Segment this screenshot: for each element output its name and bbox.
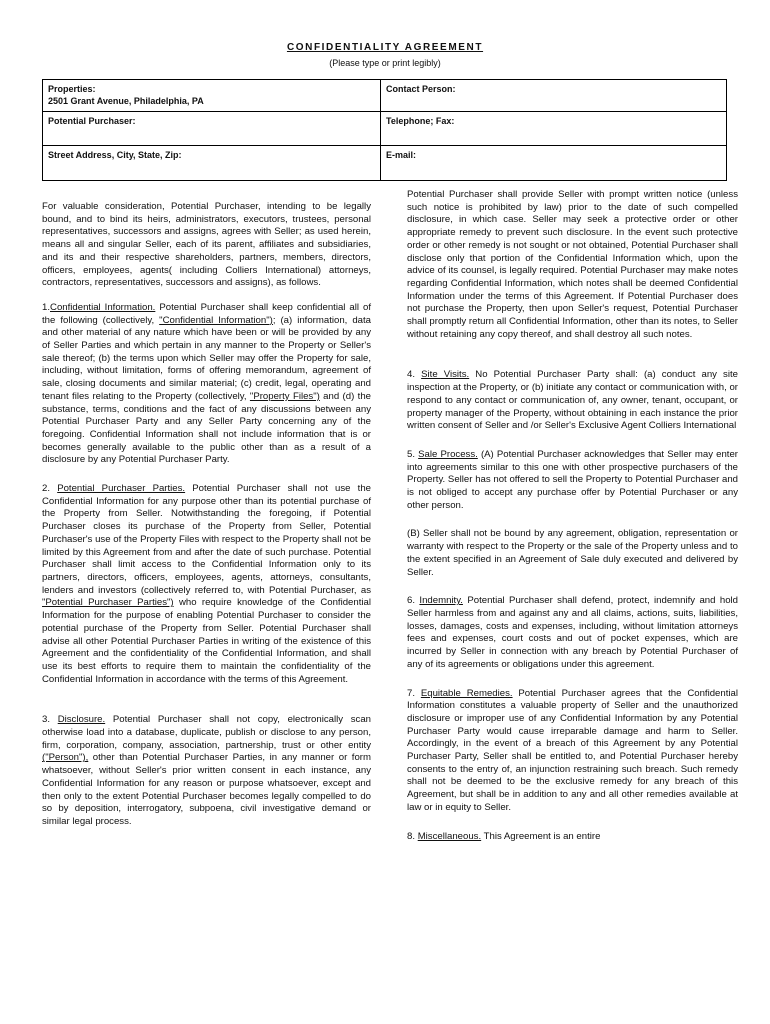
section-2-heading: Potential Purchaser Parties.: [57, 483, 186, 495]
section-5b: (B) Seller shall not be bound by any agreement, obligation, representation or warranty with respect to the Property or the sale of the Property unless and to the extent specified in an Agreement of Sale duly executed and delivered by Seller.: [407, 528, 738, 578]
potential-purchaser-cell[interactable]: [43, 112, 381, 146]
contact-person-cell[interactable]: [381, 80, 727, 112]
section-5-heading: Sale Process.: [418, 448, 478, 460]
section-6-heading: Indemnity.: [419, 595, 463, 607]
section-8-heading: Miscellaneous.: [417, 830, 482, 842]
telephone-fax-cell[interactable]: [381, 112, 727, 146]
section-8: 8. Miscellaneous. This Agreement is an entire: [407, 830, 601, 842]
street-address-cell[interactable]: [43, 146, 381, 181]
section-4: 4. Site Visits. No Potential Purchaser Party shall: (a) conduct any site inspection at the Property, or (b) initiate any contact or communication with, or respond to any contact or communication of, any owner, tenant, occupant, or property manager of the Property, without obtaining in each instance the prior written consent of Seller and /or Seller's Exclusive Agent Colliers International: [407, 369, 738, 432]
telephone-fax-label: Telephone; Fax:: [386, 116, 455, 126]
info-form-table: [42, 79, 727, 181]
email-cell[interactable]: [381, 146, 727, 181]
street-address-label: Street Address, City, State, Zip:: [48, 150, 182, 160]
section-1-heading: Confidential Information.: [50, 301, 156, 313]
section-2: 2. Potential Purchaser Parties. Potential Purchaser shall not use the Confidential Information for any purpose other than its potential purchase of the Property from Seller. Notwithstanding the foregoing, if Potential Purchaser closes its purchase of the Property from Seller, Potential Purchaser's use of the Property Files with respect to the Property shall not be limited by this Agreement from and after the date of such purchase. Potential Purchaser shall limit access to the Confidential Information only to its partners, directors, officers, employees, agents, attorneys, consultants, lenders and investors (collectively referred to, with Potential Purchaser, as "Potential Purchaser Parties") who require knowledge of the Confidential Information for the purpose of enabling Potential Purchaser to consider the potential purchase of the Property from Seller. Potential Purchaser shall advise all other Potential Purchaser Parties in writing of the existence of this Agreement and the confidentiality of the Confidential Information, and shall use its best efforts to require them to maintain the confidentiality of the Confidential Information in accordance with the terms of this Agreement.: [42, 483, 371, 685]
intro-paragraph: For valuable consideration, Potential Purchaser, intending to be legally bound, and to bind its heirs, administrators, executors, trustees, personal representatives, successors and assigns, agrees with Seller; as used herein, means all and singular Seller, each of its parent, affiliates and subsidiaries, and its and their respective shareholders, partners, members, directors, officers, employees, agents( including Colliers International) attorneys, contractors, representatives, successors and assigns), as follows.: [42, 201, 371, 289]
section-1: 1.Confidential Information. Potential Purchaser shall keep confidential all of the following (collectively, "Confidential Information"); (a) information, data and other material of any nature which have been or will be provided by any of Seller Parties and which pertain in any manner to the Property or Seller's sale thereof; (b) the terms upon which Seller may offer the Property for sale, including, without limitation, forms of offering memorandum, agreement of sale, closing documents and similar material; (c) credit, legal, operating and tenant files relating to the Property (collectively, "Property Files") and (d) the substance, terms, conditions and the fact of any discussions between any Potential Purchaser Party and any Seller Party concerning any of the foregoing. Confidential Information shall not include information that is or becomes generally available to the public other than as a result of a disclosure by any Potential Purchaser Party.: [42, 301, 372, 466]
document-subtitle: (Please type or print legibly): [329, 58, 441, 68]
contact-person-label: Contact Person:: [386, 84, 456, 94]
section-6: 6. Indemnity. Potential Purchaser shall defend, protect, indemnify and hold Seller harmless from and against any and all claims, actions, suits, liabilities, losses, damages, costs and expenses, including, without limitation attorneys fees and expenses, court costs and out of pocket expenses, which are incurred by Seller in connection with any breach by Potential Purchaser of any of its agreements or obligations under this agreement.: [407, 595, 738, 670]
section-7: 7. Equitable Remedies. Potential Purchaser agrees that the Confidential Information constitutes a valuable property of Seller and the unauthorized disclosure or improper use of any Confidential Information by any Potential Purchaser Party would cause irreparable damage and harm to Seller. Accordingly, in the event of a breach of this Agreement by any Potential Purchaser Party, Seller shall be entitled to, and Potential Purchaser hereby consents to the entry of, an injunction restraining such breach. Such remedy shall not be deemed to be the exclusive remedy for any breach of this Agreement, but shall be in addition to any and all other remedies available at law or in equity to Seller.: [407, 687, 738, 813]
section-3-continued: Potential Purchaser shall provide Seller with prompt written notice (unless such notice is prohibited by law) prior to the date of such compelled disclosure, in which case. Seller may seek a protective order or other appropriate remedy to prevent such disclosure. In the event such protective order or other remedy is not sought or not obtained, Potential Purchaser shall disclose only that portion of the Confidential Information which, upon the advice of its counsel, is legally required. Potential Purchaser may make notes regarding Confidential Information, which notes shall be deemed Confidential Information under the terms of this Agreement. If Potential Purchaser does not purchase the Property, then upon Seller's request, Potential Purchaser shall promptly return all Confidential Information, other than its notes, to Seller without retaining any copy thereof, and shall destroy all such notes.: [407, 189, 738, 340]
section-4-heading: Site Visits.: [421, 369, 470, 381]
potential-purchaser-label: Potential Purchaser:: [48, 116, 136, 126]
properties-label: Properties:: [48, 84, 96, 94]
left-column: [42, 201, 371, 829]
properties-value: 2501 Grant Avenue, Philadelphia, PA: [48, 96, 204, 106]
document-title: CONFIDENTIALITY AGREEMENT: [286, 42, 484, 53]
section-5: 5. Sale Process. (A) Potential Purchaser acknowledges that Seller may enter into agreements similar to this one with other prospective purchasers of the Property. Seller has not offered to sell the Property to Potential Purchaser and is not obliged to accept any purchase offer by Potential Purchaser or any other person.: [407, 448, 738, 511]
right-column: [407, 189, 738, 843]
section-7-heading: Equitable Remedies.: [420, 687, 513, 699]
section-3-heading: Disclosure.: [57, 714, 106, 726]
section-3: 3. Disclosure. Potential Purchaser shall not copy, electronically scan otherwise load into a database, duplicate, publish or disclose to any person, firm, corporation, company, association, partnership, trust or other entity ("Person"), other than Potential Purchaser Parties, in any manner or form whatsoever, without Seller's prior written consent in each instance, any Confidential Information for any reason or purpose whatsoever, except and then only to the extent Potential Purchaser becomes legally compelled to do so by deposition, interrogatory, subpoena, civil investigative demand or similar legal process.: [42, 714, 371, 827]
properties-cell[interactable]: [43, 80, 381, 112]
email-label: E-mail:: [386, 150, 417, 160]
